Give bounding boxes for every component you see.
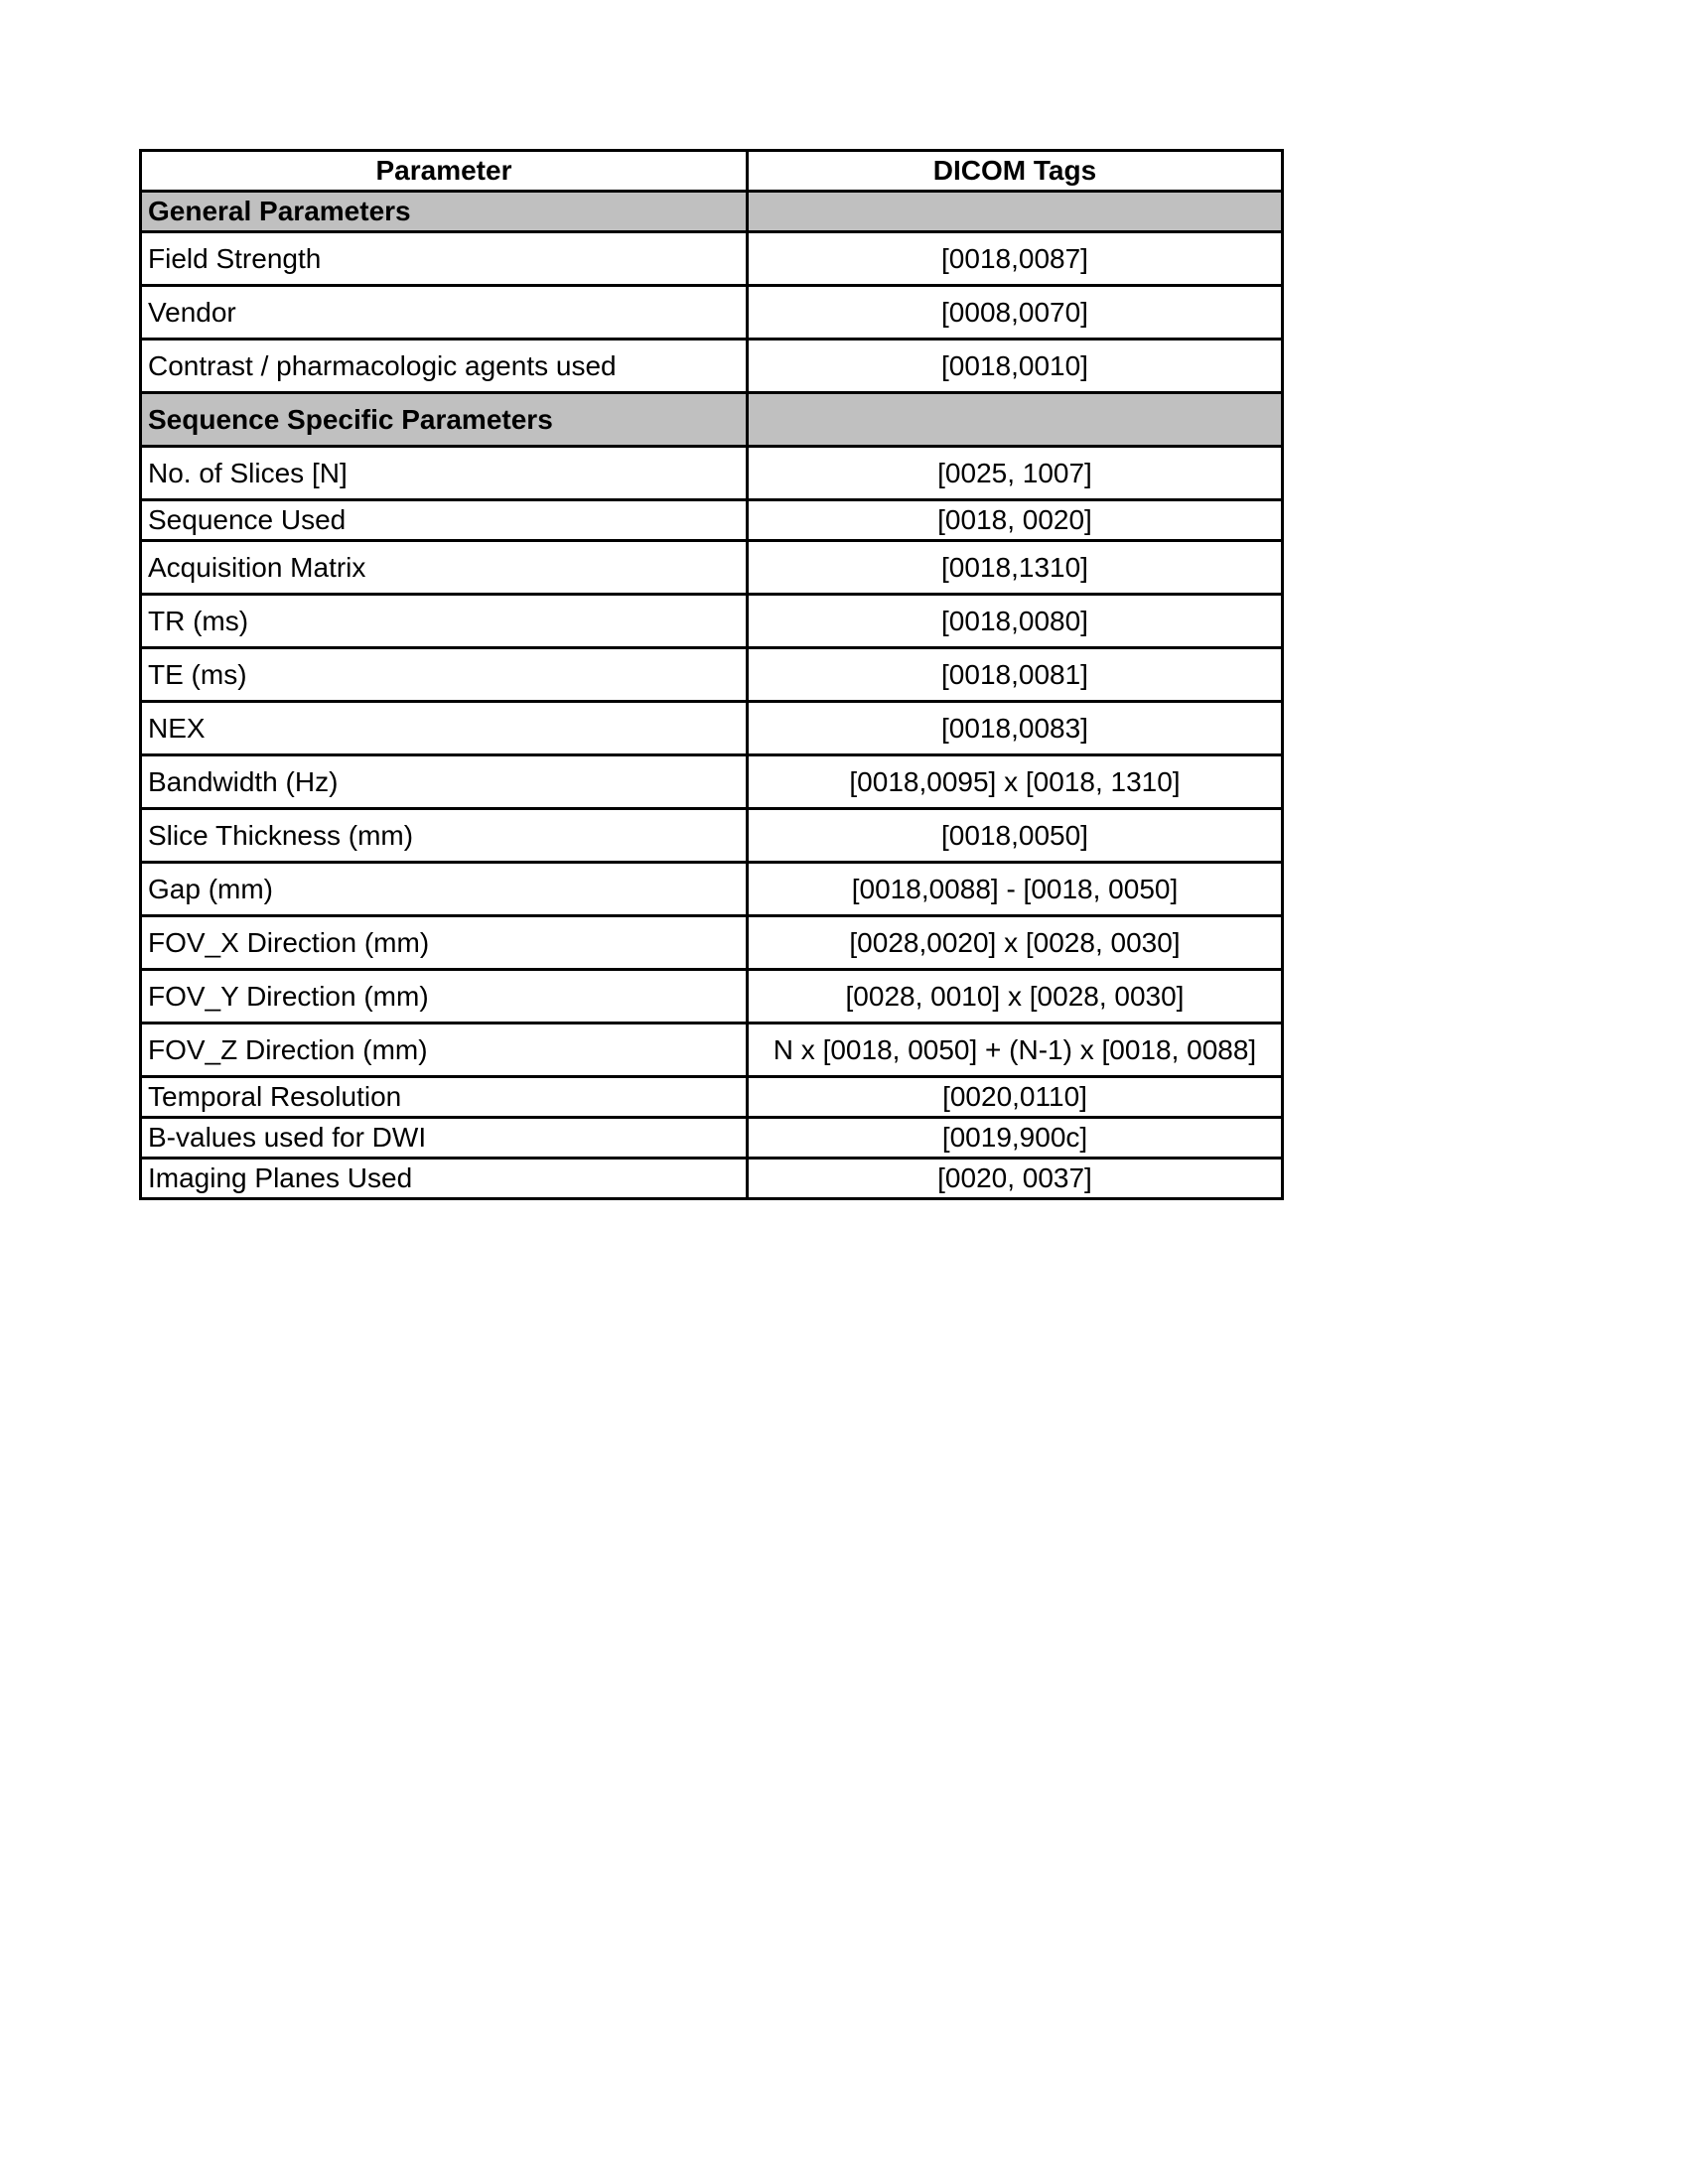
table-row (141, 809, 1283, 863)
dicom-tag-cell: [0028,0020] x [0028, 0030] (748, 916, 1283, 970)
table-row (141, 286, 1283, 340)
section-header-row (141, 393, 1283, 447)
dicom-tag-cell: [0018,0095] x [0018, 1310] (748, 755, 1283, 809)
table-row (141, 1118, 1283, 1159)
dicom-tag-cell: [0018,0050] (748, 809, 1283, 863)
dicom-tag-cell: [0018,0088] - [0018, 0050] (748, 863, 1283, 916)
section-title: General Parameters (141, 192, 748, 232)
parameter-name-cell: FOV_X Direction (mm) (141, 916, 748, 970)
table-row (141, 340, 1283, 393)
table-row (141, 863, 1283, 916)
dicom-tag-cell: [0028, 0010] x [0028, 0030] (748, 970, 1283, 1024)
dicom-tag-cell: N x [0018, 0050] + (N-1) x [0018, 0088] (748, 1024, 1283, 1077)
parameter-name-cell: NEX (141, 702, 748, 755)
dicom-tag-cell: [0018,0083] (748, 702, 1283, 755)
table-row (141, 595, 1283, 648)
parameter-name-cell: Bandwidth (Hz) (141, 755, 748, 809)
dicom-tag-cell: [0018,0087] (748, 232, 1283, 286)
table-row (141, 916, 1283, 970)
table-header (141, 151, 1283, 192)
parameter-name-cell: TR (ms) (141, 595, 748, 648)
dicom-tag-cell: [0025, 1007] (748, 447, 1283, 500)
parameter-name-cell: B-values used for DWI (141, 1118, 748, 1159)
parameter-name-cell: Gap (mm) (141, 863, 748, 916)
section-header-row (141, 192, 1283, 232)
table-row (141, 648, 1283, 702)
table-body (141, 192, 1283, 1199)
dicom-tag-cell: [0018,0081] (748, 648, 1283, 702)
parameter-name-cell: FOV_Z Direction (mm) (141, 1024, 748, 1077)
dicom-tag-cell: [0019,900c] (748, 1118, 1283, 1159)
table-row (141, 970, 1283, 1024)
dicom-tags-column-header: DICOM Tags (748, 151, 1283, 192)
parameter-name-cell: FOV_Y Direction (mm) (141, 970, 748, 1024)
table-row (141, 1077, 1283, 1118)
parameter-name-cell: Contrast / pharmacologic agents used (141, 340, 748, 393)
table-row (141, 702, 1283, 755)
dicom-tag-cell: [0018,1310] (748, 541, 1283, 595)
dicom-tag-cell: [0018,0080] (748, 595, 1283, 648)
parameter-name-cell: Temporal Resolution (141, 1077, 748, 1118)
section-empty-cell (748, 393, 1283, 447)
parameter-name-cell: TE (ms) (141, 648, 748, 702)
table-row (141, 541, 1283, 595)
section-title: Sequence Specific Parameters (141, 393, 748, 447)
dicom-parameter-table (139, 149, 1284, 1200)
parameter-name-cell: No. of Slices [N] (141, 447, 748, 500)
parameter-column-header: Parameter (141, 151, 748, 192)
parameter-name-cell: Imaging Planes Used (141, 1159, 748, 1199)
table-row (141, 500, 1283, 541)
header-row (141, 151, 1283, 192)
table-row (141, 447, 1283, 500)
dicom-tag-cell: [0018, 0020] (748, 500, 1283, 541)
dicom-tag-cell: [0008,0070] (748, 286, 1283, 340)
parameter-name-cell: Sequence Used (141, 500, 748, 541)
parameter-name-cell: Slice Thickness (mm) (141, 809, 748, 863)
table-row (141, 1024, 1283, 1077)
parameter-name-cell: Acquisition Matrix (141, 541, 748, 595)
parameter-name-cell: Vendor (141, 286, 748, 340)
dicom-tag-cell: [0020, 0037] (748, 1159, 1283, 1199)
dicom-tag-cell: [0020,0110] (748, 1077, 1283, 1118)
table-row (141, 755, 1283, 809)
parameter-name-cell: Field Strength (141, 232, 748, 286)
dicom-tag-cell: [0018,0010] (748, 340, 1283, 393)
section-empty-cell (748, 192, 1283, 232)
table-row (141, 232, 1283, 286)
table-row (141, 1159, 1283, 1199)
